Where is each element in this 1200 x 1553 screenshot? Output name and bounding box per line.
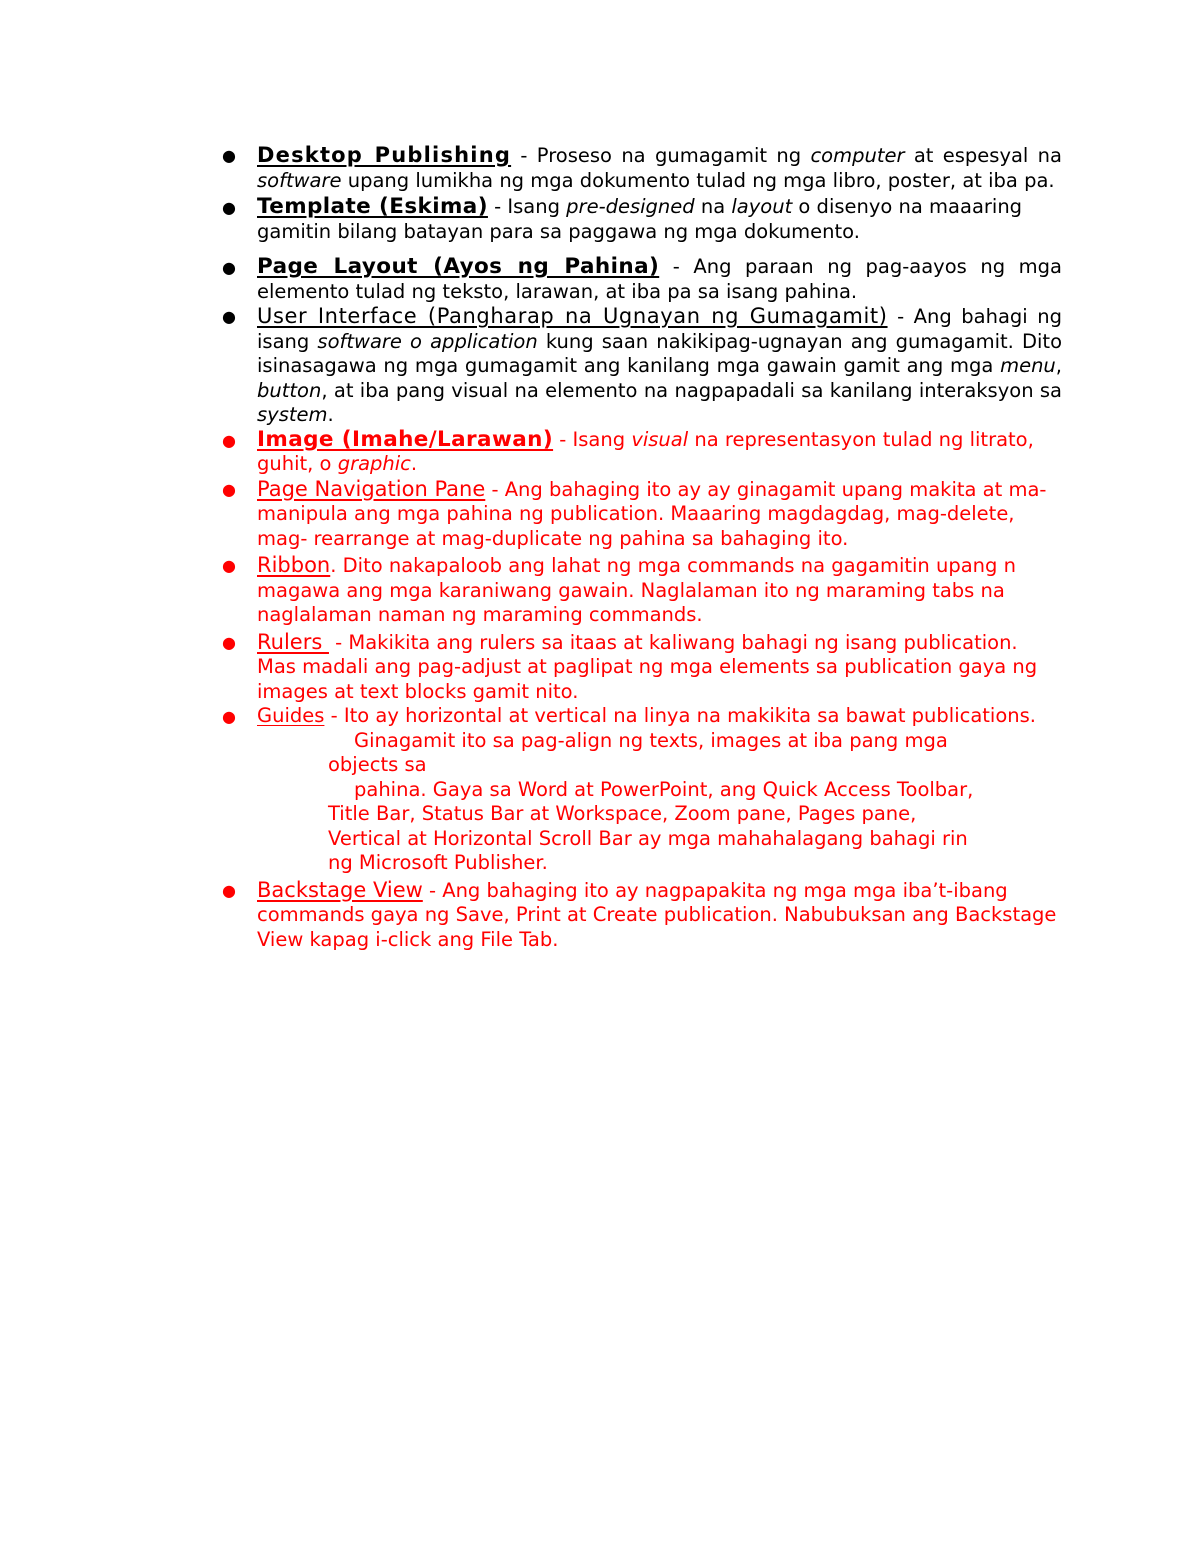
definition-text: - Isang: [553, 427, 632, 451]
term-desktop-publishing: Desktop Publishing: [257, 143, 512, 167]
bullet-icon: ●: [222, 479, 236, 499]
list-item-guides: [222, 704, 1062, 876]
definition-text: - Proseso na gumagamit ng: [511, 144, 811, 167]
emphasis-text: system: [257, 403, 328, 426]
bullet-icon: ●: [222, 880, 236, 900]
definition-text: - Ang bahaging ito ay nagpapakita ng mga mga iba’t-ibang commands gaya ng Save, Print at Create publication. Nabubuksan ang Backstage View kapag i-click ang File Tab.: [257, 878, 1057, 951]
definition-text: at espesyal na: [904, 144, 1062, 167]
document-body: [222, 143, 1062, 952]
term-backstage-view: Backstage View: [257, 877, 423, 902]
bullet-icon: ●: [222, 632, 236, 652]
bullet-icon: ●: [222, 307, 236, 326]
list-item-rulers: [222, 630, 1062, 705]
definition-text: .: [327, 403, 334, 426]
bullet-icon: ●: [222, 556, 236, 575]
term-page-navigation-pane: Page Navigation Pane: [257, 476, 486, 501]
definition-text: o disenyo na maaaring gamitin bilang batayan para sa paggawa ng mga dokumento.: [257, 195, 1023, 243]
emphasis-text: graphic: [337, 452, 411, 475]
list-item-image: [222, 428, 1062, 477]
guides-sub-line: ng Microsoft Publisher.: [328, 851, 548, 874]
guides-sub-line: Title Bar, Status Bar at Workspace, Zoom pane, Pages pane,: [328, 802, 917, 825]
list-item-desktop-publishing: [222, 143, 1062, 193]
bullet-icon: ●: [222, 258, 236, 277]
list-item-page-layout: [222, 255, 1062, 304]
term-rulers: Rulers: [257, 629, 329, 654]
emphasis-text: menu: [1000, 354, 1056, 377]
list-item-user-interface: [222, 304, 1062, 428]
term-image: Image (Imahe/Larawan): [257, 426, 554, 452]
list-item-backstage-view: [222, 878, 1062, 953]
definition-text: . Dito nakapaloob ang lahat ng mga commands na gagamitin upang n magawa ang mga karaniwang gawain. Naglalaman ito ng maraming tabs na naglalaman naman ng maraming commands.: [257, 554, 1016, 626]
definition-text: , at iba pang visual na elemento na nagpapadali sa kanilang interaksyon sa: [321, 378, 1062, 402]
term-page-layout: Page Layout (Ayos ng Pahina): [257, 254, 660, 279]
bullet-icon: ●: [222, 430, 236, 450]
term-template: Template (Eskima): [257, 194, 488, 219]
list-item-ribbon: [222, 553, 1062, 628]
definition-text: - Makikita ang rulers sa itaas at kaliwang bahagi ng isang publication. Mas madali ang pag-adjust at paglipat ng mga elements sa publication gaya ng images at text blocks gamit nito.: [257, 630, 1038, 703]
emphasis-text: visual: [631, 427, 689, 451]
definition-text: ,: [1055, 354, 1062, 377]
list-item-template: [222, 195, 1062, 244]
guides-sub-line: Ginagamit ito sa pag-align ng texts, images at iba pang mga: [354, 728, 948, 752]
emphasis-text: computer: [810, 144, 905, 167]
definition-text: kung saan nakikipag-ugnayan ang gumagamit. Dito isinasagawa ng mga gumagamit ang kanilang mga gawain gamit ang mga: [257, 329, 1063, 377]
definition-text: - Isang: [487, 195, 567, 218]
guides-sub-line: pahina. Gaya sa Word at PowerPoint, ang Quick Access Toolbar,: [354, 777, 974, 801]
bullet-icon: ●: [222, 707, 236, 726]
definition-text: .: [410, 452, 418, 475]
definition-text: na: [694, 195, 732, 218]
definition-text: - Ang bahaging ito ay ay ginagamit upang makita at ma- manipula ang mga pahina ng publication. Maaaring magdagdag, mag-delete, mag- rearrange at mag-duplicate ng pahina sa bahaging ito.: [257, 477, 1047, 550]
bullet-icon: ●: [222, 198, 236, 217]
emphasis-text: layout: [731, 195, 793, 218]
term-user-interface: User Interface (Pangharap na Ugnayan ng Gumagamit): [257, 304, 888, 328]
bullet-icon: ●: [222, 146, 236, 165]
definition-text: - Ang bahagi ng isang: [257, 305, 1062, 353]
term-ribbon: Ribbon: [257, 553, 331, 577]
emphasis-text: button: [257, 378, 322, 402]
emphasis-text: software: [257, 168, 342, 192]
definition-text: upang lumikha ng mga dokumento tulad ng mga libro, poster, at iba pa.: [341, 168, 1055, 192]
definition-text: - Ito ay horizontal at vertical na linya na makikita sa bawat publications.: [324, 704, 1036, 727]
definition-text: na representasyon tulad ng litrato, guhit, o: [257, 427, 1034, 475]
guides-sub-line: objects sa: [328, 753, 427, 776]
emphasis-text: pre-designed: [566, 195, 695, 218]
term-guides: Guides: [257, 704, 325, 727]
guides-sub-line: Vertical at Horizontal Scroll Bar ay mga mahahalagang bahagi rin: [328, 826, 968, 850]
definition-text: - Ang paraan ng pag-aayos ng mga elemento tulad ng teksto, larawan, at iba pa sa isang pahina.: [257, 255, 1062, 303]
emphasis-text: software o application: [317, 329, 538, 353]
list-item-page-navigation-pane: [222, 477, 1062, 552]
